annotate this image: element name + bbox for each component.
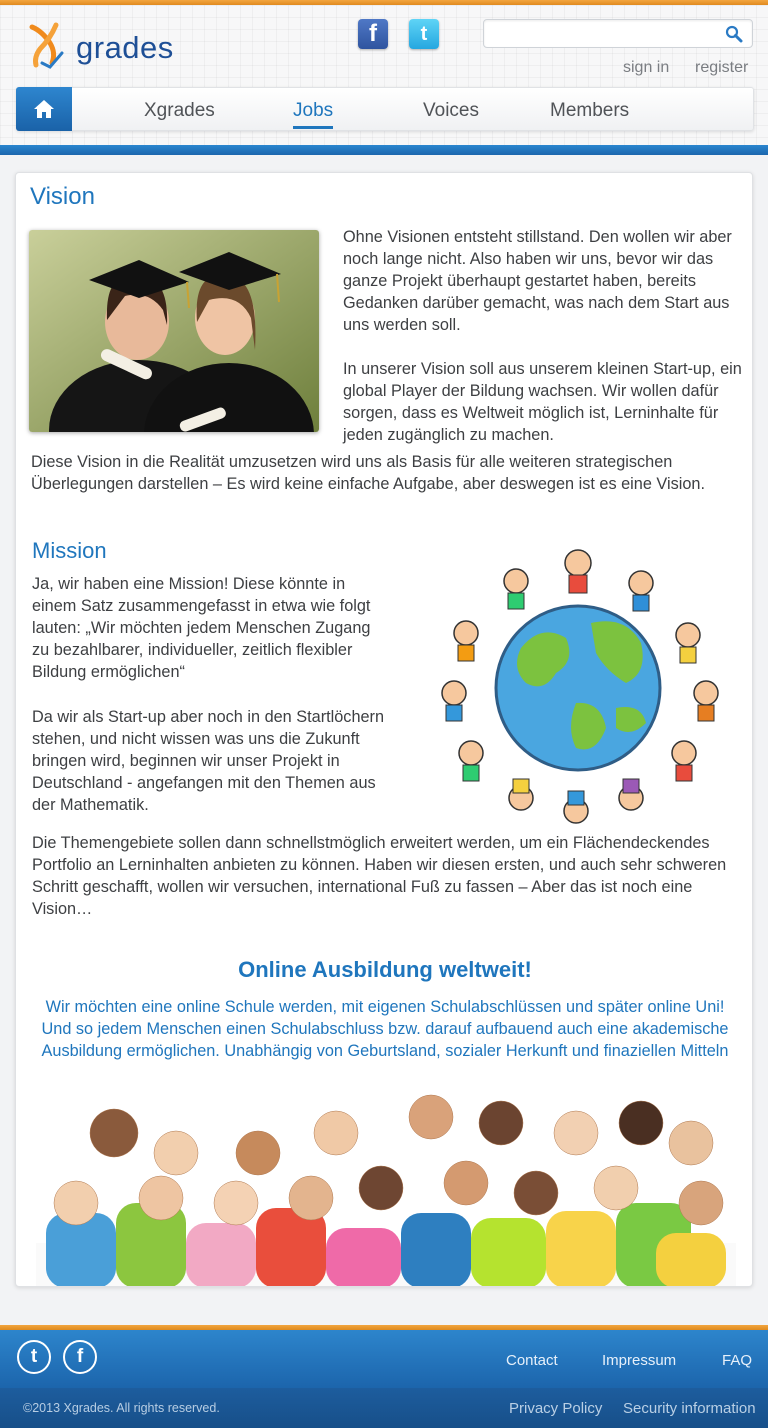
search-icon[interactable] <box>724 25 744 43</box>
copyright-text: ©2013 Xgrades. All rights reserved. <box>23 1401 220 1415</box>
nav-item-xgrades[interactable]: Xgrades <box>144 100 215 121</box>
mission-paragraph-3: Die Themengebiete sollen dann schnellstmöglich erweitert werden, um ein Flächendeckendes Portfolio an Lerninhalten anbieten zu können. Haben wir diesen ersten, und auch sehr schweren Schritt geschafft, wollen wir versuchen, international Fuß zu fassen – Aber das ist noch eine Vision… <box>32 834 727 918</box>
content-card <box>15 172 753 1287</box>
vision-paragraph-3: Diese Vision in die Realität umzusetzen wird uns als Basis für alle weiteren strategischen Überlegungen darstellen – Es wird keine einfache Aufgabe, aber deswegen ist es eine Vision. <box>31 453 706 493</box>
online-heading: Online Ausbildung weltweit! <box>238 957 532 982</box>
security-information-link[interactable]: Security information <box>623 1400 756 1417</box>
search-box <box>483 19 753 48</box>
footer-link-impressum[interactable]: Impressum <box>602 1352 677 1369</box>
home-button[interactable] <box>16 87 72 131</box>
logo-text: grades <box>76 30 174 65</box>
facebook-icon[interactable]: f <box>63 1340 97 1374</box>
footer-bottom-bar <box>0 1388 768 1428</box>
sign-in-link[interactable]: sign in <box>623 59 670 76</box>
header-blue-band <box>0 145 768 155</box>
site-logo[interactable] <box>28 19 174 71</box>
globe-children-image <box>426 543 731 828</box>
vision-paragraph-1: Ohne Visionen entsteht stillstand. Den wollen wir aber noch lange nicht. Also haben wir uns, bevor wir das ganze Projekt überhaupt gestartet haben, bereits Gedanken darüber gemacht, was nach dem Start aus uns werden soll. <box>343 228 732 334</box>
site-footer <box>0 1330 768 1388</box>
vision-paragraph-2: In unserer Vision soll aus unserem kleinen Start-up, ein global Player der Bildung wachsen. Wir wollen dafür sorgen, dass es Weltweit möglich ist, Lerninhalte für jeden zugänglich zu machen. <box>343 360 742 444</box>
search-input[interactable] <box>484 20 714 47</box>
tumblr-icon[interactable]: t <box>17 1340 51 1374</box>
children-group-image <box>36 1093 736 1287</box>
online-paragraph: Wir möchten eine online Schule werden, mit eigenen Schulabschlüssen und später online Uni! Und so jedem Menschen einen Schulabschluss bzw. darauf aufbauend auch eine akademische Ausbildung ermöglichen. Unabhängig von Geburtsland, sozialer Herkunft und finaziellen Mitteln <box>41 998 729 1060</box>
footer-link-contact[interactable]: Contact <box>506 1352 558 1369</box>
register-link[interactable]: register <box>695 59 749 76</box>
main-nav <box>16 87 754 131</box>
nav-item-jobs[interactable]: Jobs <box>293 100 333 129</box>
nav-item-voices[interactable]: Voices <box>423 100 479 121</box>
mission-paragraph-1: Ja, wir haben eine Mission! Diese könnte in einem Satz zusammengefasst in etwa wie folgt lauten: „Wir möchten jedem Menschen Zugang zu bezahlbarer, individueller, zeitlich flexibler Bildung ermöglichen“ <box>32 575 371 681</box>
twitter-icon[interactable]: t <box>409 19 439 49</box>
site-header <box>0 5 768 145</box>
footer-link-faq[interactable]: FAQ <box>722 1352 753 1369</box>
graduates-image <box>29 230 319 432</box>
facebook-icon[interactable]: f <box>358 19 388 49</box>
nav-item-members[interactable]: Members <box>550 100 630 121</box>
mission-heading: Mission <box>32 538 107 563</box>
vision-heading: Vision <box>30 183 95 210</box>
mission-paragraph-2: Da wir als Start-up aber noch in den Startlöchern stehen, und nicht wissen was uns die Zukunft bringen wird, beginnen wir unser Projekt in Deutschland - angefangen mit den Themen aus der Mathematik. <box>32 708 385 814</box>
home-icon <box>32 98 56 120</box>
privacy-policy-link[interactable]: Privacy Policy <box>509 1400 603 1417</box>
xgrades-logo-icon <box>28 19 80 73</box>
